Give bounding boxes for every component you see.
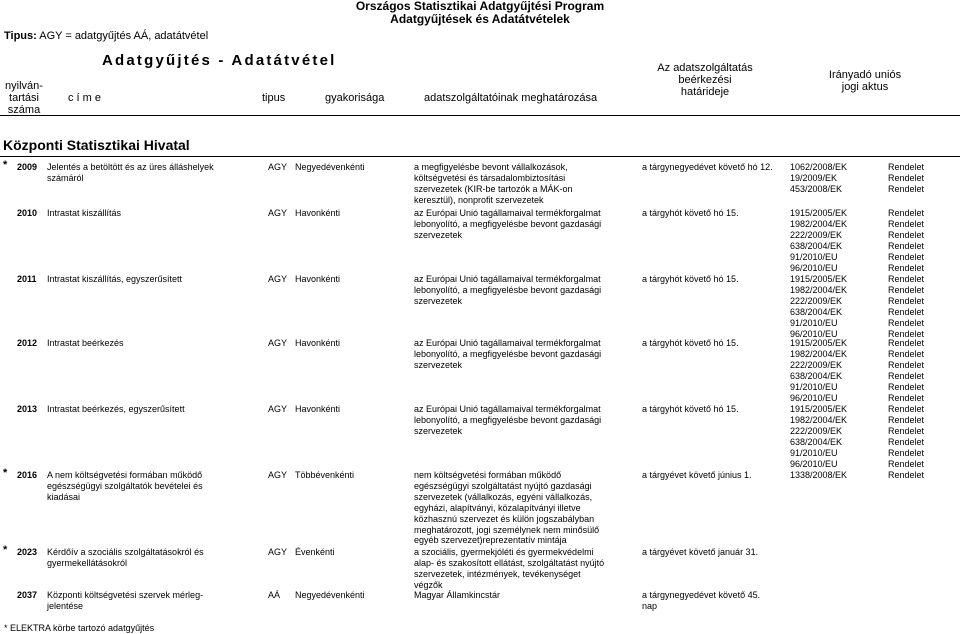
row-title: Jelentés a betöltött és az üres álláshelyek számáról [47,162,214,183]
row-providers: az Európai Unió tagállamaival termékforgalmat lebonyolító, a megfigyelésbe bevont gazdasági szervezetek [414,274,602,306]
row-deadline: a tárgynegyedévet követő 45. nap [642,590,761,611]
row-type: AGY [268,208,288,218]
row-title: Központi költségvetési szervek mérleg- jelentése [47,590,204,611]
office-rule [0,156,960,157]
row-deadline: a tárgyévet követő június 1. [642,470,752,480]
row-providers: a szociális, gyermekjóléti és gyermekvédelmi alap- és szakosított ellátást, szolgáltatást nyújtó szervezetek, intézmények, tevékenységet végzők [414,547,605,590]
row-docs: Rendelet Rendelet Rendelet [888,162,925,194]
row-regs: 1915/2005/EK 1982/2004/EK 222/2009/EK 638/2004/EK 91/2010/EU 96/2010/EU [790,208,848,273]
row-code: 2011 [17,274,37,284]
row-star: * [3,544,8,556]
col-header-providers: adatszolgáltatóinak meghatározása [424,92,598,104]
row-frequency: Havonkénti [295,274,341,284]
row-code: 2016 [17,470,38,480]
office-name: Központi Statisztikai Hivatal [3,137,190,153]
row-frequency: Havonkénti [295,208,341,218]
row-deadline: a tárgyhót követő hó 15. [642,208,739,218]
col-header-legal: Irányadó uniós jogi aktus [828,69,902,93]
program-subtitle: Adatgyűjtések és Adatátvételek [390,12,570,26]
row-regs: 1915/2005/EK 1982/2004/EK 222/2009/EK 638/2004/EK 91/2010/EU 96/2010/EU [790,274,848,339]
row-title: Kérdőív a szociális szolgáltatásokról és gyermekellátásokról [47,547,204,568]
row-docs: Rendelet [888,470,925,480]
row-docs: Rendelet Rendelet Rendelet Rendelet Rendelet Rendelet [888,274,925,339]
row-regs: 1062/2008/EK 19/2009/EK 453/2008/EK [790,162,848,194]
row-frequency: Negyedévenkénti [295,590,365,600]
row-docs: Rendelet Rendelet Rendelet Rendelet Rendelet Rendelet [888,208,925,273]
row-regs: 1915/2005/EK 1982/2004/EK 222/2009/EK 638/2004/EK 91/2010/EU 96/2010/EU [790,404,848,469]
row-code: 2013 [17,404,38,414]
row-providers: nem költségvetési formában működő egészségügyi szolgáltatást nyújtó gazdasági szervezetek (vállalkozás, egyéni vállalkozás, egyházi, alapítványi, közalapítványi illetve közhasznú szervezet és külön jogszabályban meghatározott, jogi személynek nem minősülő egyéb szervezet)reprezentatív mintája [414,470,600,546]
row-providers: a megfigyelésbe bevont vállalkozások, költségvetési és társadalombiztosítási szervezetek (KIR-be tartozók a MÁK-on keresztül), nonprofit szervezetek [414,162,573,205]
row-star: * [3,159,8,171]
row-type: AÁ [268,590,281,600]
row-title: Intrastat beérkezés, egyszerűsített [47,404,185,414]
row-code: 2012 [17,338,38,348]
col-header-frequency: gyakorisága [325,92,385,104]
row-title: Intrastat kiszállítás [47,208,122,218]
row-code: 2009 [17,162,38,172]
row-regs: 1915/2005/EK 1982/2004/EK 222/2009/EK 638/2004/EK 91/2010/EU 96/2010/EU [790,338,848,403]
row-deadline: a tárgyhót követő hó 15. [642,404,739,414]
row-code: 2023 [17,547,38,557]
row-type: AGY [268,162,288,172]
row-code: 2010 [17,208,38,218]
section-title: Adatgyűjtés - Adatátvétel [102,52,337,69]
row-providers: az Európai Unió tagállamaival termékforgalmat lebonyolító, a megfigyelésbe bevont gazdasági szervezetek [414,404,602,436]
col-header-reg-number: nyilván- tartási száma [5,80,43,116]
row-star: * [3,467,8,479]
row-type: AGY [268,470,288,480]
row-type: AGY [268,274,288,284]
row-providers: az Európai Unió tagállamaival termékforgalmat lebonyolító, a megfigyelésbe bevont gazdasági szervezetek [414,208,602,240]
row-frequency: Havonkénti [295,404,341,414]
row-type: AGY [268,338,288,348]
row-code: 2037 [17,590,38,600]
col-header-deadline: Az adatszolgáltatás beérkezési határideje [657,62,753,98]
row-deadline: a tárgyhót követő hó 15. [642,338,739,348]
footnote: * ELEKTRA körbe tartozó adatgyűjtés [4,623,155,633]
row-frequency: Többévenkénti [295,470,355,480]
row-providers: Magyar Államkincstár [414,590,501,600]
row-type: AGY [268,547,288,557]
row-frequency: Havonkénti [295,338,341,348]
row-deadline: a tárgynegyedévet követő hó 12. [642,162,773,172]
program-title: Országos Statisztikai Adatgyűjtési Program [355,0,605,13]
row-title: A nem költségvetési formában működő egészségügyi szolgáltatók bevételei és kiadásai [47,470,203,502]
type-legend-value: AGY = adatgyűjtés AÁ, adatátvétel [39,30,209,42]
row-providers: az Európai Unió tagállamaival termékforgalmat lebonyolító, a megfigyelésbe bevont gazdasági szervezetek [414,338,602,370]
row-frequency: Negyedévenkénti [295,162,365,172]
col-header-title: c í m e [68,92,102,104]
row-deadline: a tárgyhót követő hó 15. [642,274,739,284]
row-frequency: Évenkénti [295,547,335,557]
row-title: Intrastat kiszállítás, egyszerűsített [47,274,183,284]
row-docs: Rendelet Rendelet Rendelet Rendelet Rendelet Rendelet [888,338,925,403]
header-rule [0,115,960,116]
row-docs: Rendelet Rendelet Rendelet Rendelet Rendelet Rendelet [888,404,925,469]
row-type: AGY [268,404,288,414]
col-header-type: tipus [262,92,286,104]
row-deadline: a tárgyévet követő január 31. [642,547,759,557]
type-legend [4,30,208,42]
type-legend-label: Tipus: [4,30,37,42]
row-regs: 1338/2008/EK [790,470,848,480]
row-title: Intrastat beérkezés [47,338,124,348]
